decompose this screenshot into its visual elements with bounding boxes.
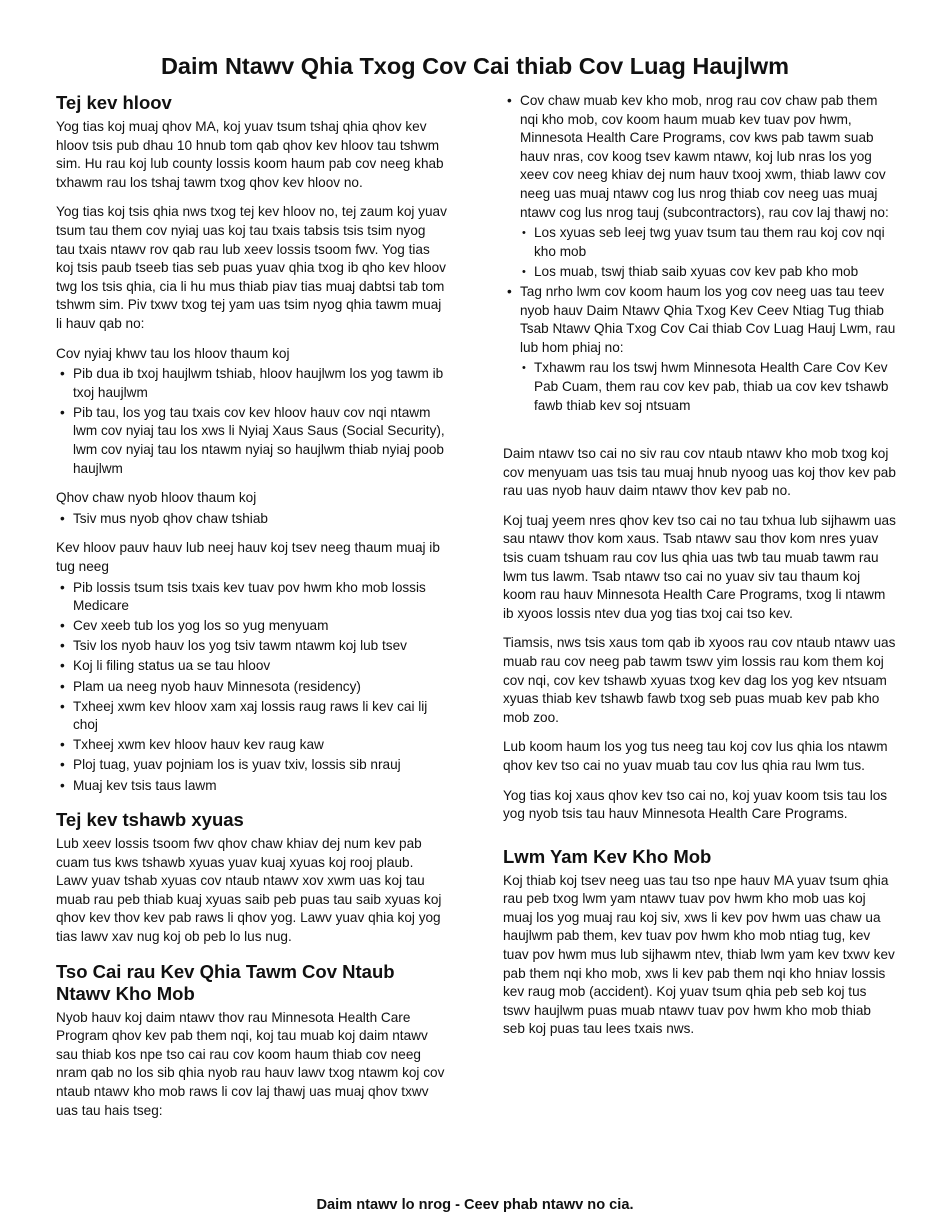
list-item-text: Tag nrho lwm cov koom haum los yog cov neeg uas tau teev nyob hauv Daim Ntawv Qhia Txog Kev Ceev Ntiag Tug thiab Tsab Ntawv Qhia Txog Cov Cai thiab Cov Luag Hauj Lwm, rau lub hom phiaj no: (520, 283, 896, 355)
list-item: • Cev xeeb tub los yog los so yug menyuam (56, 617, 448, 636)
section-heading-investigations: Tej kev tshawb xyuas (56, 809, 244, 831)
list-item: • Txheej xwm kev hloov xam xaj lossis raug raws li kev cai lij choj (56, 698, 448, 735)
section-changes (56, 92, 448, 795)
paragraph: Yog tias koj tsis qhia nws txog tej kev hloov no, tej zaum koj yuav tsum tau them cov nyiaj uas koj tau txais tabsis tsis tsim nyog tau txais ntawv rov qab rau lub xeev lossis tsoom fwv. Yog tias koj tsis paub tseeb tias seb puas yuav qhia txog ib qho kev hloov twg los tsis qhia, cia li hu mus thiab piav tias muaj dabtsi tab tom tshwm sim. Piv txwv txog tej yam uas tsim nyog qhia tawm muaj li hauv qab no: (56, 204, 447, 331)
page-footer: Daim ntawv lo nrog - Ceev phab ntawv no cia. (316, 1197, 634, 1213)
list-item: • Plam ua neeg nyob hauv Minnesota (residency) (56, 678, 448, 697)
list-item: • Muaj kev tsis taus lawm (56, 777, 448, 796)
section-heading-changes: Tej kev hloov (56, 92, 172, 113)
list-item: • Pib tau, los yog tau txais cov kev hloov hauv cov nqi ntawm lwm cov nyiaj tau los xws li Nyiaj Xaus Saus (Social Security), lwm cov nyiaj tau los ntawm nyiaj so haujlwm thiab nyiaj poob haujlwm (56, 404, 448, 478)
sub-list (520, 359, 896, 415)
list-item: • Pib lossis tsum tsis txais kev tuav pov hwm kho mob lossis Medicare (56, 579, 448, 616)
paragraph: Lub xeev lossis tsoom fwv qhov chaw khiav dej num kev pab cuam tus kws tshawb xyuas yuav kuaj xyuas koj rooj plaub. Lawv yuav tshab xyuas cov ntaub ntawv xov xwm uas koj tau muab rau peb thiab kuaj xyuas saib peb puas tau saib xyuas koj qhov kev thov kev pab raws li qhov yog. Lawv yuav qhia koj yog tias lawv xav nug koj ob peb lo lus nug. (56, 836, 442, 945)
section-heading-other-coverage: Lwm Yam Kev Kho Mob (503, 845, 712, 867)
section-medical-release (56, 961, 448, 1121)
section-other-coverage (503, 846, 896, 1039)
address-change-list (56, 510, 448, 529)
list-item: • Pib dua ib txoj haujlwm tshiab, hloov haujlwm los yog tawm ib txoj haujlwm (56, 365, 448, 402)
release-parties-list (503, 92, 896, 415)
income-change-list (56, 365, 448, 478)
sub-list (520, 224, 896, 281)
paragraph: Yog tias koj xaus qhov kev tso cai no, koj yuav koom tsis tau los yog nyob tsis tau hauv Minnesota Health Care Programs. (503, 787, 888, 822)
sub-list-item: • Los muab, tswj thiab saib xyuas cov kev pab kho mob (520, 263, 896, 282)
sub-list-item: • Txhawm rau los tswj hwm Minnesota Health Care Cov Kev Pab Cuam, them rau cov kev pab, thiab ua cov kev tshawb fawb thiab kev soj ntsuam (520, 359, 896, 415)
household-change-list (56, 579, 448, 796)
list-item: • Ploj tuag, yuav pojniam los is yuav txiv, lossis sib nrauj (56, 756, 448, 775)
paragraph: Koj thiab koj tsev neeg uas tau tso npe hauv MA yuav tsum qhia rau peb txog lwm yam ntawv tuav pov hwm kho mob uas koj muaj los yog muaj rau koj siv, xws li kev pov hwm uas chaw ua haujlwm pab them, kev tuav pov hwm kho mob ntiag tug, kev tuav pov hwm mus lub sijhawm ntev, thiab lwm yam kev txwv kev pab them nqi kho mob, xws li kev pab them nqi kho hniav lossis kev raug mob (accident). Koj yuav tsum qhia peb seb koj tus tswv haujlwm puas muab ntawv tuav pov hwm kho mob thiab seb koj puas tau lees txais nws. (503, 872, 895, 1037)
list-item: • Tsiv mus nyob qhov chaw tshiab (56, 510, 448, 529)
list-label-address: Qhov chaw nyob hloov thaum koj (56, 490, 257, 506)
page-title: Daim Ntawv Qhia Txog Cov Cai thiab Cov Luag Haujlwm (160, 53, 790, 79)
right-column-top (503, 92, 896, 426)
list-label-income: Cov nyiaj khwv tau los hloov thaum koj (56, 345, 290, 361)
paragraph: Nyob hauv koj daim ntawv thov rau Minnesota Health Care Program qhov kev pab them nqi, koj tau muab koj daim ntawv sau thiab kos npe tso cai rau cov koom haum thiab cov neeg nram qab no los sib qhia nyob rau hauv lawv txog ntawm koj cov ntaub ntawv kho mob raws li cov laj thawj uas muaj qhov txwv uas tau hais tseg: (56, 1009, 445, 1118)
right-column-bottom (503, 445, 896, 1053)
paragraph: Tiamsis, nws tsis xaus tom qab ib xyoos rau cov ntaub ntawv uas muab rau cov neeg pab tawm tswv yim lossis rau kom them koj cov nqi, cov kev tshawb xyuas txog kev dag los yog kev ntsuam xyuas thiab kev tshawb fawb txog seb puas muab kev pab kho mob zoo. (503, 635, 896, 725)
list-item (503, 92, 896, 281)
list-item: • Txheej xwm kev hloov hauv kev raug kaw (56, 736, 448, 755)
list-item: • Tsiv los nyob hauv los yog tsiv tawm ntawm koj lub tsev (56, 637, 448, 656)
list-item (503, 283, 896, 415)
section-heading-medical-release: Tso Cai rau Kev Qhia Tawm Cov Ntaub Ntawv Kho Mob (56, 960, 395, 1004)
list-item-text: Cov chaw muab kev kho mob, nrog rau cov chaw pab them nqi kho mob, cov koom haum muab kev tuav pov hwm, Minnesota Health Care Programs, cov kws pab tawm suab hauv nras, cov koog tsev kawm ntawv, koj lub nras los yog xeev cov neeg khiav dej num hauv txooj xwm, thiab lawv cov neeg uas muaj ntawv cog lus nrog thiab cov neeg uas muaj ntawv cog lus nrog tauj (subcontractors), rau cov laj thawj no: (520, 93, 889, 220)
section-investigations (56, 809, 448, 947)
left-column (56, 92, 448, 1134)
paragraph: Koj tuaj yeem nres qhov kev tso cai no tau txhua lub sijhawm uas sau ntawv thov kom xaus. Tsab ntawv sau thov kom nres yuav tsis cuam tshuam rau cov lus qhia uas twb tau muab tawm rau lwm tus lawm. Tsab ntawv tso cai no yuav siv tau thaum koj koom rau hauv Minnesota Health Care Programs, txog li ntawm ib xyoos lossis ntev dua yog tias txoj cai tso kev. (503, 512, 896, 621)
paragraph: Lub koom haum los yog tus neeg tau koj cov lus qhia los ntawm qhov kev tso cai no yuav muab tau cov lus qhia rau lwm tus. (503, 739, 888, 773)
paragraph: Yog tias koj muaj qhov MA, koj yuav tsum tshaj qhia qhov kev hloov tsis pub dhau 10 hnub tom qab qhov kev hloov tau tshwm sim. Hu rau koj lub county lossis koom haum pab cov neeg khab txhawm rau los tshaj tawm txog qhov kev hloov no. (56, 119, 444, 190)
sub-list-item: • Los xyuas seb leej twg yuav tsum tau them rau koj cov nqi kho mob (520, 224, 896, 261)
paragraph: Daim ntawv tso cai no siv rau cov ntaub ntawv kho mob txog koj cov menyuam uas tsis tau muaj hnub nyoog uas koj thov kev pab rau uas nyob hauv daim ntawv thov kev pab no. (503, 446, 896, 499)
list-item: • Koj li filing status ua se tau hloov (56, 657, 448, 676)
list-label-household: Kev hloov pauv hauv lub neej hauv koj tsev neeg thaum muaj ib tug neeg (56, 540, 440, 574)
